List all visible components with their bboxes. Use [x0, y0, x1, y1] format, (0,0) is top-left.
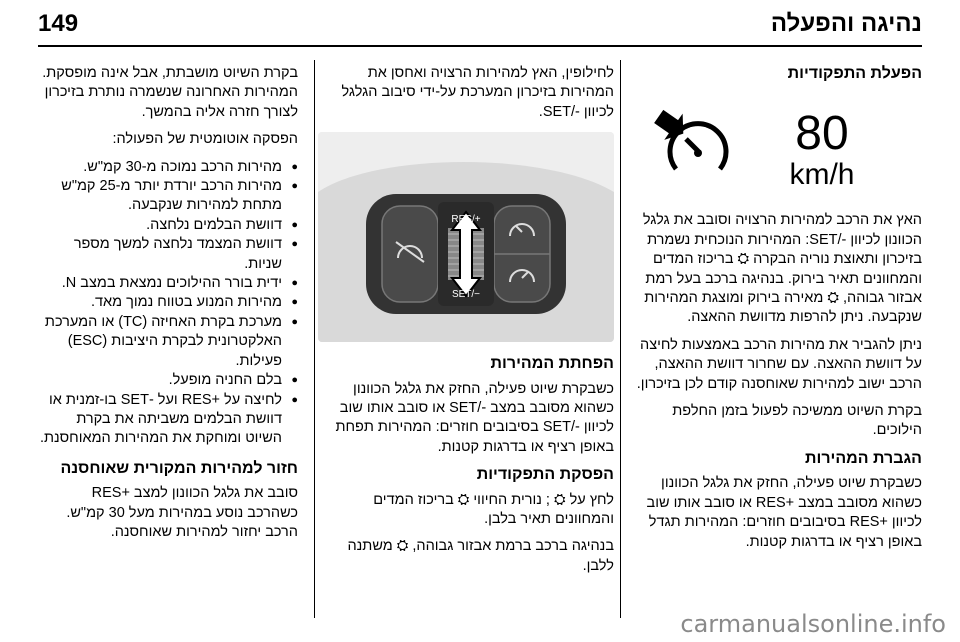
cruise-control-icon — [650, 104, 726, 170]
section-heading: הפסקת התפקודיות — [476, 466, 614, 484]
column-left — [38, 64, 298, 550]
list-item: ● בלם החניה מופעל. — [38, 371, 298, 390]
section-heading: הפחתת המהירות — [490, 355, 614, 373]
section-heading: הפעלת התפקודיות — [787, 65, 922, 82]
paragraph: כשבקרת שיוט פעילה, החזק את גלגל הכוונון כשהוא מסובב במצב +RES או סובב אותו שוב לכיוון +RES בסיבובים חוזרים: המהירות תגדל באופן רציף או בדרגות קטנות. — [646, 475, 922, 550]
watermark: carmanualsonline.info — [680, 610, 946, 638]
list-item: ● מהירות הרכב נמוכה מ-30 קמ"ש. — [38, 158, 298, 177]
paragraph: כשבקרת שיוט פעילה, החזק את גלגל הכוונון כשהוא מסובב במצב -/SET או סובב אותו שוב לכיוון -/SET בסיבובים חוזרים: המהירות תפחת באופן רציף או בדרגות קטנות. — [335, 380, 614, 455]
paragraph: לחילופין, האץ למהירות הרצויה ואחסן את המהירות בזיכרון המערכת על-ידי סיבוב הגלגל לכיוון -/SET. — [341, 65, 614, 120]
list-item: ● ידית בורר ההילוכים נמצאת במצב N. — [38, 274, 298, 293]
cruise-control-display-illustration — [626, 89, 922, 201]
paragraph: הפסקה אוטומטית של הפעולה: — [112, 131, 298, 148]
list-item: ● דוושת המצמד נלחצה למשך מספר שניות. — [38, 235, 298, 274]
display-speed: 80 — [795, 107, 849, 161]
paragraph: האץ את הרכב למהירות הרצויה וסובב את גלגל הכוונון לכיוון -/SET: המהירות הנוכחית נשמרת בזיכרון ותאוצת נוריה הבקרה ⛭ בריכוז המדים והמחוונים תאיר בירוק. בנהיגה ברכב בעל רמת אבזור גבוהה, ⛭ מאירה בירוק ומוצגת המהירות שנקבעה. ניתן להרפות מדוושת ההאצה. — [642, 212, 922, 326]
res-label: RES/+ — [451, 214, 481, 226]
paragraph: ניתן להגביר את מהירות הרכב באמצעות לחיצה על דוושת ההאצה. עם שחרור דוושת ההאצה, הרכב ישוב למהירות שאוחסנה קודם לכן בזיכרון. — [636, 336, 922, 392]
list-item: ● לחיצה על +RES ועל -SET בו-זמנית או דוושת הבלמים משביתה את בקרת השיוט ומוחקת את המהירות המאוחסנת. — [38, 391, 298, 449]
list-item: ● דוושת הבלמים נלחצה. — [38, 216, 298, 235]
auto-deactivation-list — [38, 158, 298, 449]
column-divider — [620, 60, 621, 618]
list-item: ● מהירות המנוע בטווח נמוך מאד. — [38, 293, 298, 312]
page-header-title: נהיגה והפעלה — [770, 10, 922, 37]
section-heading: חזור למהירות המקורית שאוחסנה — [60, 459, 298, 477]
list-item: ● מערכת בקרת האחיזה (TC) או המערכת האלקטרונית לבקרת היציבות (ESC) פעילות. — [38, 313, 298, 371]
page-number: 149 — [38, 10, 79, 37]
section-heading: הגברת המהירות — [805, 449, 922, 467]
cruise-display-svg — [626, 89, 922, 201]
paragraph: בנהיגה ברכב ברמת אבזור גבוהה, ⛭ משתנה ללבן. — [347, 538, 614, 574]
paragraph: בקרת השיוט ממשיכה לפעול בזמן החלפת הילוכים. — [672, 403, 922, 439]
paragraph: לחץ על ⛭ ; נורית החיווי ⛭ בריכוז המדים והמחוונים תאיר בלבן. — [373, 491, 614, 528]
display-unit: km/h — [789, 158, 855, 192]
set-label: SET/− — [451, 289, 481, 301]
steering-wheel-controls-illustration — [318, 132, 614, 342]
list-item: ● מהירות הרכב יורדת יותר מ-25 קמ"ש מתחת למהירות שנקבעה. — [38, 177, 298, 216]
column-divider — [314, 60, 315, 618]
page-header — [0, 0, 960, 46]
column-middle — [330, 64, 614, 584]
paragraph: סובב את גלגל הכוונון למצב +RES כשהרכב נוסע במהירות מעל 30 קמ"ש. הרכב יחזור למהירות שאוחסנה. — [66, 485, 298, 540]
steering-controls-svg — [318, 132, 614, 342]
header-rule — [38, 45, 922, 47]
column-right — [626, 64, 922, 560]
paragraph: בקרת השיוט מושבתת, אבל אינה מופסקת. המהירות האחרונה שנשמרה נותרת בזיכרון לצורך חזרה אליה בהמשך. — [42, 65, 298, 120]
